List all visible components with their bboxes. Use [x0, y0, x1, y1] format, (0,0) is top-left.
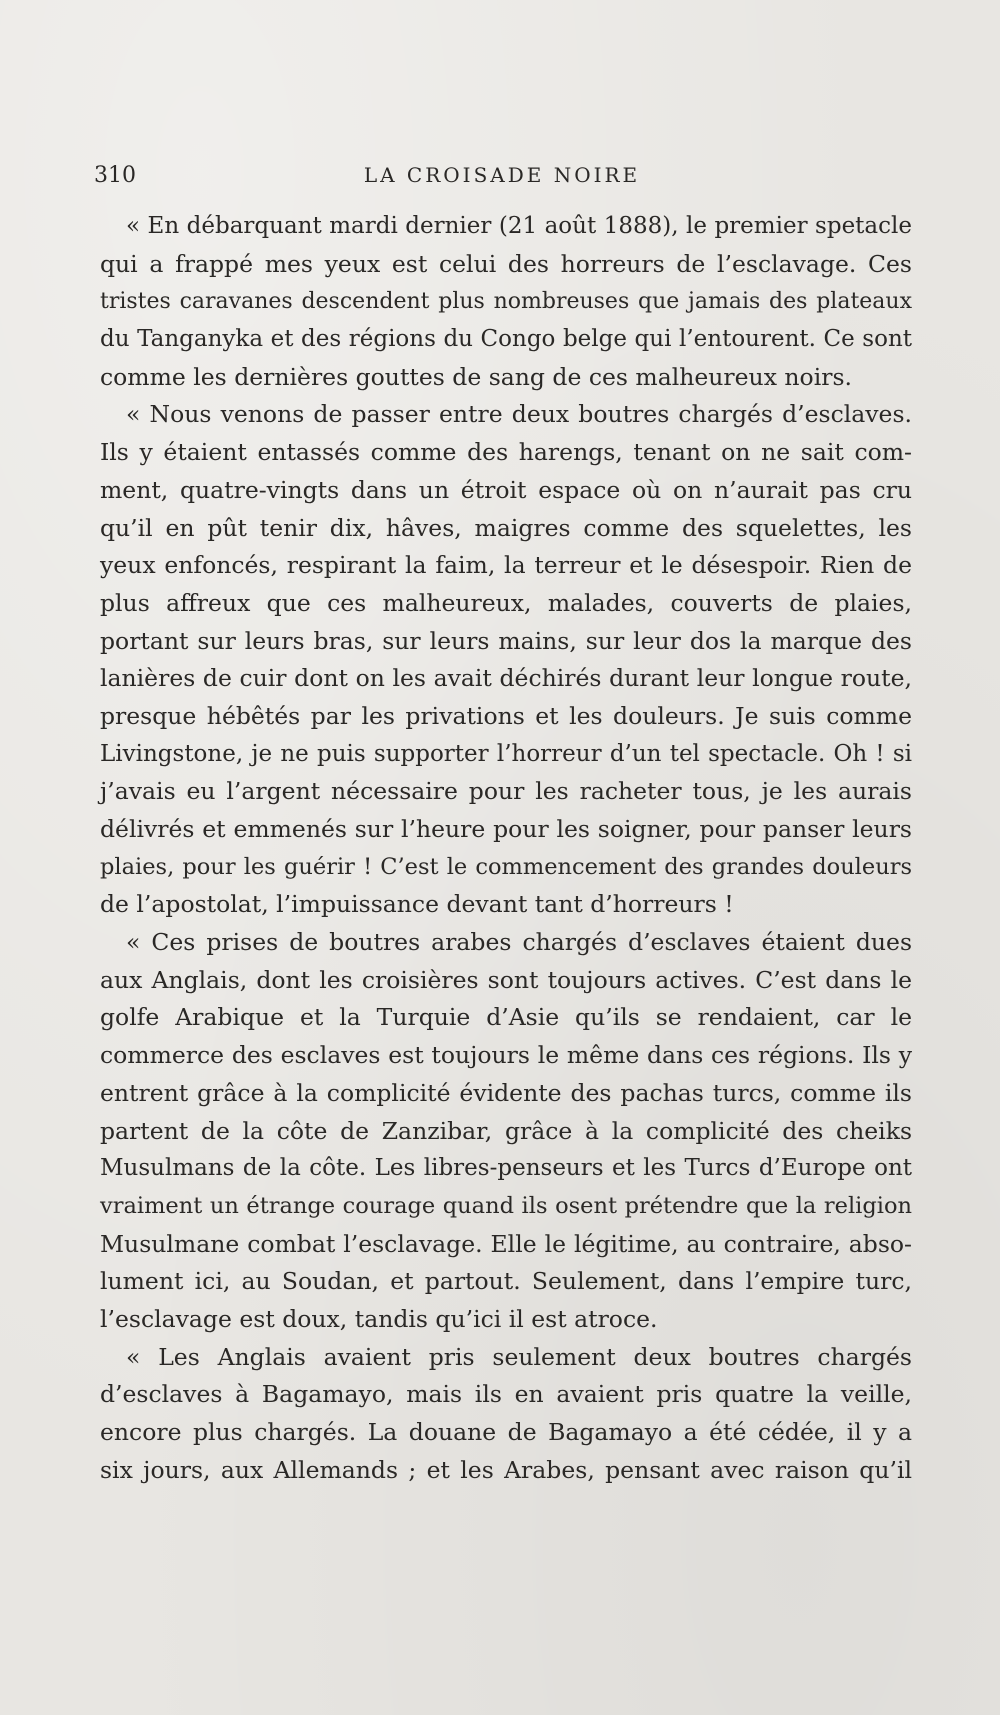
text-line: qu’il en pût tenir dix, hâves, maigres comme des squelettes, les [100, 513, 912, 542]
text-line: golfe Arabique et la Turquie d’Asie qu’ils se rendaient, car le [100, 1003, 912, 1032]
text-line: lanières de cuir dont on les avait déchirés durant leur longue route, [100, 664, 912, 693]
text-line: vraiment un étrange courage quand ils osent prétendre que la religion [100, 1192, 912, 1219]
text-line: Musulmane combat l’esclavage. Elle le légitime, au contraire, abso- [100, 1229, 912, 1258]
text-line: Ils y étaient entassés comme des harengs, tenant on ne sait com- [100, 438, 912, 467]
text-line: presque hébêtés par les privations et les douleurs. Je suis comme [100, 701, 912, 730]
text-line: tristes caravanes descendent plus nombreuses que jamais des plateaux [100, 289, 912, 315]
body-text [100, 208, 912, 1489]
text-line: du Tanganyka et des régions du Congo belge qui l’entourent. Ce sont [100, 326, 912, 353]
text-line: ment, quatre-vingts dans un étroit espace où on n’aurait pas cru [100, 475, 912, 504]
text-line: qui a frappé mes yeux est celui des horreurs de l’esclavage. Ces [100, 249, 912, 278]
text-line: « Nous venons de passer entre deux boutres chargés d’esclaves. [126, 400, 912, 429]
text-line: encore plus chargés. La douane de Bagamayo a été cédée, il y a [100, 1418, 912, 1446]
text-line: « Ces prises de boutres arabes chargés d’esclaves étaient dues [126, 928, 912, 957]
page-header [94, 163, 910, 193]
text-line: aux Anglais, dont les croisières sont toujours actives. C’est dans le [100, 965, 912, 994]
text-line: lument ici, au Soudan, et partout. Seulement, dans l’empire turc, [100, 1267, 912, 1296]
text-line: « Les Anglais avaient pris seulement deux boutres chargés [126, 1342, 912, 1371]
running-title: LA CROISADE NOIRE [363, 163, 641, 187]
text-line: plus affreux que ces malheureux, malades, couverts de plaies, [100, 588, 912, 617]
text-line: « En débarquant mardi dernier (21 août 1888), le premier spetacle [126, 213, 912, 239]
text-line: Musulmans de la côte. Les libres-penseurs et les Turcs d’Europe ont [100, 1155, 912, 1182]
text-line: commerce des esclaves est toujours le même dans ces régions. Ils y [100, 1041, 912, 1070]
text-line: comme les dernières gouttes de sang de ces malheureux noirs. [100, 362, 852, 391]
text-line: entrent grâce à la complicité évidente des pachas turcs, comme ils [100, 1078, 912, 1107]
text-line: plaies, pour les guérir ! C’est le commencement des grandes douleurs [100, 853, 912, 880]
text-line: partent de la côte de Zanzibar, grâce à la complicité des cheiks [100, 1116, 912, 1145]
text-line: l’esclavage est doux, tandis qu’ici il est atroce. [100, 1304, 658, 1333]
page-number: 310 [94, 163, 136, 188]
text-line: Livingstone, je ne puis supporter l’horreur d’un tel spectacle. Oh ! si [100, 740, 912, 767]
text-line: yeux enfoncés, respirant la faim, la terreur et le désespoir. Rien de [100, 551, 912, 580]
text-line: de l’apostolat, l’impuissance devant tant d’horreurs ! [100, 890, 734, 919]
text-line: d’esclaves à Bagamayo, mais ils en avaient pris quatre la veille, [100, 1380, 912, 1409]
text-line: j’avais eu l’argent nécessaire pour les racheter tous, je les aurais [100, 777, 912, 806]
text-line: six jours, aux Allemands ; et les Arabes, pensant avec raison qu’il [100, 1455, 912, 1484]
text-line: portant sur leurs bras, sur leurs mains, sur leur dos la marque des [100, 626, 912, 655]
text-line: délivrés et emmenés sur l’heure pour les soigner, pour panser leurs [100, 815, 912, 843]
